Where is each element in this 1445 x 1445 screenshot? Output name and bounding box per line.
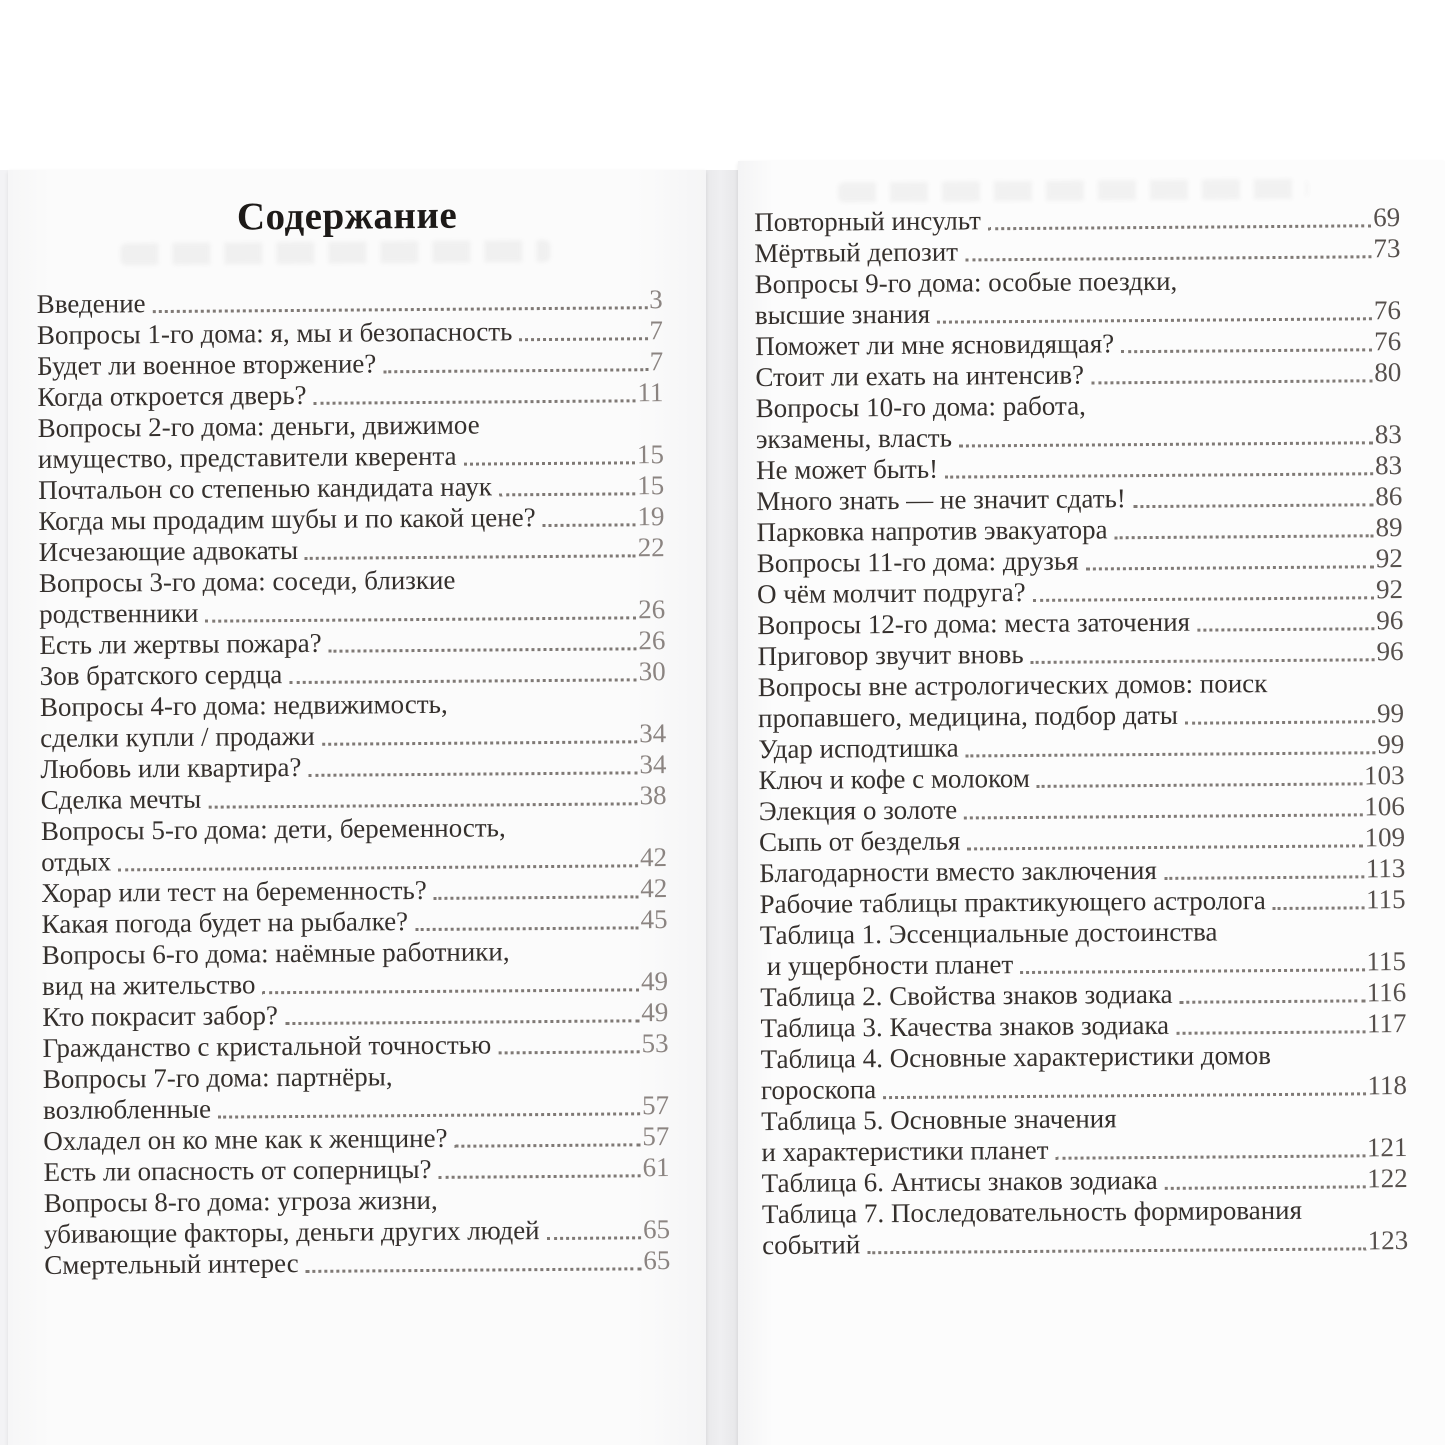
toc-entry-page: 121: [1366, 1132, 1408, 1163]
toc-line: [757, 605, 1403, 641]
dot-leader: [208, 802, 637, 808]
dot-leader: [1185, 720, 1375, 724]
dot-leader: [1164, 875, 1364, 880]
toc-entry: [760, 1008, 1406, 1044]
toc-entry: [759, 884, 1405, 920]
toc-entry-page: 96: [1376, 605, 1404, 636]
toc-entry-text: Таблица 1. Эссенциальные достоинства: [759, 916, 1218, 951]
toc-entry: [754, 233, 1400, 269]
toc-line: [42, 997, 668, 1033]
dot-leader: [383, 368, 647, 373]
toc-entry-page: 115: [1365, 884, 1406, 915]
toc-entry: [758, 729, 1404, 765]
toc-line: [38, 501, 664, 537]
toc-line: [42, 1028, 668, 1064]
toc-entry: [757, 543, 1403, 579]
toc-entry: [40, 749, 666, 785]
dot-leader: [1176, 1030, 1365, 1034]
toc-entry-page: 69: [1373, 202, 1401, 233]
toc-line: [757, 543, 1403, 579]
toc-line: [754, 233, 1400, 269]
dot-leader: [547, 1236, 641, 1240]
dot-leader: [153, 306, 648, 313]
toc-entry-text: гороскопа: [760, 1074, 877, 1106]
toc-entry-text: Удар исподтишка: [758, 732, 959, 765]
toc-entry: [759, 822, 1405, 858]
toc-entry-text: Таблица 6. Антисы знаков зодиака: [761, 1164, 1158, 1199]
toc-line: [39, 625, 665, 661]
toc-line: [755, 264, 1401, 300]
toc-line: [759, 791, 1405, 827]
toc-entry-text: Мёртвый депозит: [754, 236, 959, 269]
dot-leader: [434, 895, 639, 900]
dot-leader: [964, 813, 1362, 819]
toc-line: [43, 1090, 669, 1126]
toc-line: [41, 780, 667, 816]
toc-list-left: [37, 284, 671, 1281]
toc-entry: [41, 904, 667, 940]
toc-line: [42, 935, 668, 971]
toc-entry-page: 7: [649, 315, 664, 346]
toc-page-left: [8, 170, 706, 1445]
toc-entry-page: 22: [637, 532, 665, 563]
toc-entry: [757, 636, 1403, 672]
toc-entry: [43, 1059, 669, 1126]
toc-entry: [761, 1101, 1407, 1168]
dot-leader: [967, 844, 1362, 850]
toc-entry: [38, 501, 664, 537]
toc-line: [755, 357, 1401, 393]
toc-entry-text: Вопросы вне астрологических домов: поиск: [757, 668, 1268, 703]
toc-entry-page: 49: [641, 997, 669, 1028]
toc-entry-page: 92: [1375, 543, 1403, 574]
toc-line: [758, 760, 1404, 796]
toc-line: [755, 326, 1401, 362]
toc-line: [760, 977, 1406, 1013]
toc-entry: [762, 1194, 1408, 1261]
toc-line: [759, 884, 1405, 920]
dot-leader: [1031, 658, 1375, 664]
toc-line: [40, 687, 666, 723]
toc-entry-page: 83: [1374, 450, 1403, 481]
toc-entry-page: 49: [640, 966, 669, 997]
toc-entry-page: 7: [649, 346, 664, 377]
toc-entry-page: 83: [1374, 419, 1402, 450]
toc-entry: [39, 563, 665, 630]
toc-line: [37, 346, 663, 382]
toc-entry-text: Таблица 7. Последовательность формирования: [761, 1194, 1303, 1230]
toc-line: [37, 284, 663, 320]
toc-entry: [756, 481, 1402, 517]
toc-entry-text: Вопросы 2-го дома: деньги, движимое: [37, 409, 480, 444]
toc-entry-page: 76: [1373, 295, 1401, 326]
toc-line: [43, 1121, 669, 1157]
dot-leader: [329, 647, 637, 652]
toc-entry-text: Рабочие таблицы практикующего астролога: [759, 885, 1266, 920]
toc-entry-text: Не может быть!: [755, 453, 939, 486]
toc-entry-text: О чём молчит подруга?: [756, 576, 1026, 610]
dot-leader: [945, 472, 1373, 478]
toc-line: [41, 904, 667, 940]
toc-entry: [760, 977, 1406, 1013]
toc-entry: [755, 326, 1401, 362]
toc-line: [762, 1163, 1408, 1199]
toc-entry-text: Введение: [36, 288, 146, 320]
toc-entry: [44, 1183, 670, 1250]
toc-entry-page: 109: [1364, 822, 1406, 853]
toc-entry-page: 26: [638, 625, 666, 656]
toc-line: [757, 574, 1403, 610]
toc-line: [755, 295, 1401, 331]
toc-entry-text: Любовь или квартира?: [40, 751, 302, 784]
toc-line: [39, 532, 665, 568]
toc-entry-page: 86: [1375, 481, 1403, 512]
toc-list-right: [754, 202, 1408, 1261]
toc-entry-page: 113: [1365, 853, 1406, 884]
toc-line: [756, 388, 1402, 424]
toc-entry: [756, 450, 1402, 486]
toc-entry-text: Зов братского сердца: [39, 659, 283, 692]
toc-line: [44, 1214, 670, 1250]
toc-line: [754, 202, 1400, 238]
dot-leader: [965, 255, 1371, 261]
toc-entry-page: 34: [639, 749, 667, 780]
toc-entry-text: Таблица 2. Свойства знаков зодиака: [760, 978, 1173, 1013]
toc-line: [40, 718, 666, 754]
toc-entry-text: Вопросы 3-го дома: соседи, близкие: [38, 564, 456, 599]
toc-line: [758, 698, 1404, 734]
toc-entry-page: 15: [637, 470, 665, 501]
toc-entry-page: 106: [1364, 791, 1405, 822]
toc-entry-text: Когда откроется дверь?: [37, 379, 307, 413]
dot-leader: [1115, 534, 1374, 539]
toc-entry-text: и ущербности планет: [759, 949, 1014, 982]
toc-entry-page: 42: [640, 873, 668, 904]
toc-line: [41, 842, 667, 878]
toc-line: [757, 636, 1403, 672]
toc-entry: [40, 687, 666, 754]
dot-leader: [499, 492, 635, 496]
dot-leader: [314, 399, 636, 405]
toc-entry-text: Вопросы 10-го дома: работа,: [755, 390, 1086, 424]
toc-entry-text: Стоит ли ехать на интенсив?: [755, 359, 1085, 393]
toc-entry: [40, 656, 666, 692]
toc-entry-page: 80: [1374, 357, 1402, 388]
toc-entry-page: 89: [1375, 512, 1403, 543]
toc-entry-text: Вопросы 12-го дома: места заточения: [757, 606, 1191, 641]
dot-leader: [415, 926, 639, 931]
toc-line: [44, 1183, 670, 1219]
dot-leader: [1037, 782, 1362, 788]
toc-entry-page: 65: [642, 1214, 671, 1245]
toc-entry-text: Сыпь от безделья: [758, 825, 961, 858]
toc-entry-page: 96: [1376, 636, 1404, 667]
toc-entry-text: Вопросы 5-го дома: дети, беременность,: [40, 812, 506, 846]
toc-line: [756, 450, 1402, 486]
toc-entry: [43, 1152, 669, 1188]
toc-entry-page: 34: [639, 718, 667, 749]
showthrough-ghost: [838, 179, 1308, 203]
toc-line: [761, 1070, 1407, 1106]
toc-entry-text: возлюбленные: [42, 1093, 212, 1125]
toc-entry-text: Сделка мечты: [40, 783, 202, 815]
toc-entry: [756, 388, 1402, 455]
toc-line: [762, 1225, 1408, 1261]
dot-leader: [1033, 596, 1374, 602]
dot-leader: [285, 1019, 639, 1025]
toc-entry: [758, 667, 1404, 734]
page-right-content: [738, 156, 1445, 1445]
toc-entry-text: Есть ли жертвы пожара?: [39, 627, 322, 661]
toc-entry-page: 3: [649, 284, 663, 315]
toc-entry: [759, 853, 1405, 889]
toc-entry-text: Вопросы 8-го дома: угроза жизни,: [43, 1184, 438, 1218]
toc-entry-page: 53: [641, 1028, 669, 1059]
dot-leader: [966, 751, 1376, 757]
toc-entry-text: Охладел он ко мне как к женщине?: [43, 1122, 448, 1156]
toc-line: [760, 946, 1406, 982]
toc-entry-text: Смертельный интерес: [44, 1247, 299, 1280]
toc-entry: [37, 377, 663, 413]
toc-entry-text: Вопросы 6-го дома: наёмные работники,: [41, 936, 510, 970]
toc-entry: [39, 532, 665, 568]
toc-line: [37, 377, 663, 413]
toc-entry-text: Исчезающие адвокаты: [38, 534, 299, 568]
toc-entry-text: Какая погода будет на рыбалке?: [41, 906, 409, 939]
dot-leader: [1086, 565, 1374, 570]
dot-leader: [306, 1267, 642, 1273]
toc-entry-page: 42: [639, 842, 668, 873]
toc-line: [761, 1101, 1407, 1137]
showthrough-ghost: [120, 240, 550, 265]
toc-entry: [41, 811, 667, 878]
dot-leader: [308, 771, 637, 777]
toc-entry-page: 61: [642, 1152, 670, 1183]
toc-line: [758, 729, 1404, 765]
toc-entry-page: 57: [641, 1090, 670, 1121]
toc-entry: [759, 791, 1405, 827]
toc-entry: [37, 346, 663, 382]
toc-entry-page: 116: [1366, 977, 1407, 1008]
toc-entry-page: 117: [1366, 1008, 1407, 1039]
toc-entry: [762, 1163, 1408, 1199]
toc-entry-text: Поможет ли мне ясновидящая?: [755, 328, 1115, 362]
toc-entry: [755, 264, 1401, 331]
toc-entry-text: высшие знания: [754, 298, 931, 331]
dot-leader: [263, 988, 640, 994]
toc-entry-page: 11: [637, 377, 664, 408]
toc-line: [761, 1039, 1407, 1075]
toc-line: [40, 749, 666, 785]
toc-entry-text: убивающие факторы, деньги других людей: [43, 1215, 540, 1249]
toc-line: [38, 470, 664, 506]
toc-entry-text: Повторный инсульт: [754, 205, 981, 238]
toc-entry-text: событий: [762, 1229, 861, 1261]
toc-entry-page: 103: [1363, 760, 1405, 791]
toc-line: [39, 594, 665, 630]
toc-line: [41, 811, 667, 847]
dot-leader: [867, 1247, 1365, 1254]
toc-line: [44, 1245, 670, 1281]
dot-leader: [1121, 348, 1372, 353]
toc-entry-text: Таблица 4. Основные характеристики домов: [760, 1040, 1272, 1075]
toc-entry-page: 118: [1367, 1070, 1408, 1101]
toc-entry-page: 30: [638, 656, 666, 687]
toc-entry-text: Приговор звучит вновь: [757, 639, 1024, 672]
toc-entry-page: 26: [638, 594, 666, 625]
toc-entry-text: Много знать — не значит сдать!: [756, 483, 1126, 517]
dot-leader: [1056, 1154, 1366, 1159]
toc-entry: [757, 574, 1403, 610]
toc-entry: [761, 1039, 1407, 1106]
toc-entry-text: Вопросы 1-го дома: я, мы и безопасность: [36, 316, 513, 351]
toc-line: [37, 315, 663, 351]
toc-entry-text: Вопросы 7-го дома: партнёры,: [42, 1061, 393, 1094]
toc-entry-text: родственники: [39, 597, 199, 630]
toc-entry: [755, 357, 1401, 393]
toc-entry-page: 99: [1377, 729, 1405, 760]
dot-leader: [464, 461, 635, 465]
toc-entry-text: Вопросы 11-го дома: друзья: [756, 545, 1079, 579]
toc-line: [42, 966, 668, 1002]
toc-entry-text: Вопросы 9-го дома: особые поездки,: [754, 265, 1178, 300]
toc-entry-text: Таблица 3. Качества знаков зодиака: [760, 1009, 1170, 1044]
toc-line: [758, 667, 1404, 703]
toc-line: [761, 1132, 1407, 1168]
toc-entry: [41, 873, 667, 909]
dot-leader: [519, 337, 647, 341]
toc-entry: [42, 997, 668, 1033]
toc-entry-text: пропавшего, медицина, подбор даты: [757, 699, 1179, 734]
toc-entry-text: Парковка напротив эвакуатора: [756, 514, 1108, 548]
toc-entry-page: 15: [636, 439, 665, 470]
dot-leader: [1165, 1185, 1366, 1190]
toc-entry-page: 122: [1367, 1163, 1408, 1194]
dot-leader: [937, 317, 1372, 323]
toc-entry-page: 92: [1375, 574, 1404, 605]
dot-leader: [959, 441, 1373, 447]
dot-leader: [883, 1092, 1365, 1099]
toc-line: [40, 656, 666, 692]
dot-leader: [289, 678, 636, 684]
toc-entry: [757, 605, 1403, 641]
dot-leader: [1091, 379, 1372, 384]
dot-leader: [455, 1143, 641, 1147]
toc-entry-text: Кто покрасит забор?: [42, 1000, 279, 1032]
toc-entry-text: Когда мы продадим шубы и по какой цене?: [38, 502, 536, 537]
toc-entry-text: сделки купли / продажи: [40, 720, 315, 753]
dot-leader: [205, 616, 636, 622]
toc-entry: [754, 202, 1400, 238]
toc-line: [760, 915, 1406, 951]
toc-line: [38, 439, 664, 475]
dot-leader: [1133, 503, 1374, 508]
dot-leader: [118, 864, 638, 871]
toc-entry-text: Элекция о золоте: [758, 794, 958, 827]
dot-leader: [1273, 906, 1364, 910]
toc-entry-text: Благодарности вместо заключения: [759, 854, 1157, 889]
toc-entry-text: Почтальон со степенью кандидата наук: [38, 471, 493, 506]
toc-line: [762, 1194, 1408, 1230]
toc-entry-text: Ключ и кофе с молоком: [758, 762, 1031, 796]
toc-entry-text: Есть ли опасность от соперницы?: [43, 1153, 432, 1187]
toc-entry-page: 115: [1366, 946, 1407, 977]
page-left-content: [8, 165, 716, 1445]
toc-entry: [42, 935, 668, 1002]
toc-entry: [756, 512, 1402, 548]
toc-entry: [43, 1121, 669, 1157]
dot-leader: [1020, 968, 1364, 974]
toc-page-right: [738, 161, 1445, 1445]
toc-entry-text: имущество, представители кверента: [37, 440, 457, 475]
toc-entry-text: Гражданство с кристальной точностью: [42, 1029, 492, 1063]
toc-line: [760, 1008, 1406, 1044]
toc-entry-page: 38: [639, 780, 667, 811]
toc-entry-text: Вопросы 4-го дома: недвижимость,: [39, 688, 448, 722]
toc-entry-page: 99: [1376, 698, 1405, 729]
toc-entry: [37, 284, 663, 320]
toc-line: [756, 512, 1402, 548]
dot-leader: [1197, 627, 1374, 631]
toc-entry-text: вид на жительство: [41, 969, 256, 1001]
toc-entry: [44, 1245, 670, 1281]
dot-leader: [1180, 999, 1365, 1003]
toc-entry: [758, 760, 1404, 796]
toc-entry: [42, 1028, 668, 1064]
toc-line: [41, 873, 667, 909]
toc-entry: [760, 915, 1406, 982]
photo-background: [0, 170, 1445, 1445]
toc-line: [39, 563, 665, 599]
toc-line: [759, 822, 1405, 858]
dot-leader: [305, 554, 636, 560]
toc-entry-text: Будет ли военное вторжение?: [37, 348, 377, 382]
toc-entry-page: 45: [640, 904, 668, 935]
toc-entry-page: 19: [637, 501, 665, 532]
toc-line: [756, 419, 1402, 455]
toc-entry-text: и характеристики планет: [761, 1134, 1049, 1168]
toc-entry-page: 123: [1367, 1225, 1409, 1256]
toc-entry-page: 76: [1374, 326, 1402, 357]
toc-entry: [38, 470, 664, 506]
dot-leader: [543, 523, 636, 527]
toc-line: [759, 853, 1405, 889]
toc-entry: [39, 625, 665, 661]
dot-leader: [439, 1174, 641, 1179]
toc-entry: [38, 408, 664, 475]
dot-leader: [498, 1050, 639, 1054]
toc-entry-text: Таблица 5. Основные значения: [761, 1103, 1117, 1137]
dot-leader: [988, 224, 1371, 230]
toc-line: [43, 1152, 669, 1188]
toc-line: [756, 481, 1402, 517]
dot-leader: [322, 740, 637, 745]
toc-entry-page: 73: [1373, 233, 1401, 264]
dot-leader: [218, 1112, 640, 1118]
toc-entry-text: отдых: [41, 846, 112, 877]
toc-title: Содержание: [236, 193, 458, 239]
toc-line: [38, 408, 664, 444]
toc-entry-page: 57: [642, 1121, 670, 1152]
toc-entry-text: экзамены, власть: [755, 422, 953, 455]
toc-entry-page: 65: [643, 1245, 671, 1276]
toc-entry-text: Хорар или тест на беременность?: [41, 874, 427, 908]
toc-entry: [41, 780, 667, 816]
toc-line: [43, 1059, 669, 1095]
toc-entry: [37, 315, 663, 351]
